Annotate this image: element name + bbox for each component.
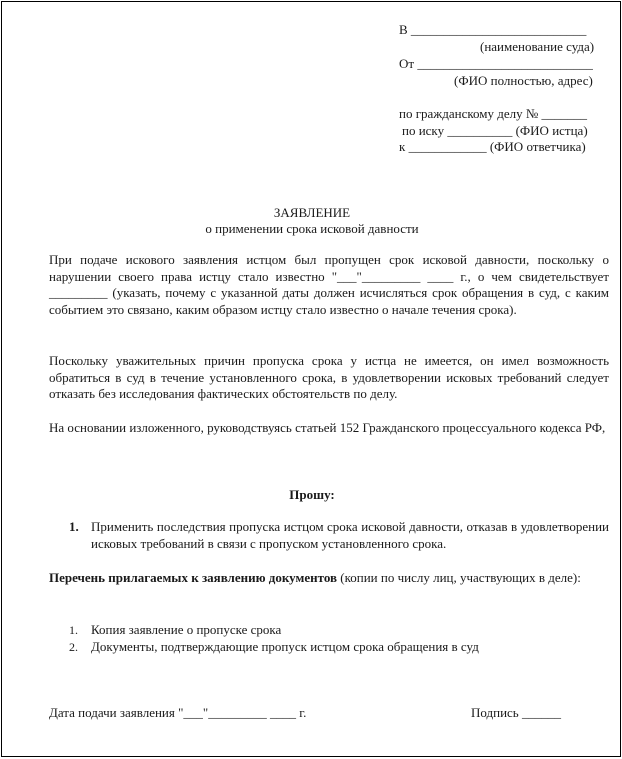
attachment-text-1: Копия заявление о пропуске срока [91, 622, 282, 637]
document-page [1, 1, 621, 757]
signature-line: Подпись ______ [471, 705, 561, 720]
paragraph-3: На основании изложенного, руководствуясь статьей 152 Гражданского процессуального кодекса РФ, [49, 420, 606, 435]
request-heading: Прошу: [289, 487, 335, 502]
plaintiff-line: по иску __________ (ФИО истца) [402, 123, 588, 138]
paragraph-1: При подаче искового заявления истцом был пропущен срок исковой давности, поскольку о нарушении своего права истцу стало известно "___"_________ ____ г., о чем свидетельствует _________ (указать, почему с указанной даты должен исчисляться срок обращения в суд, с каким событием это связано, каким образом истцу стало известно о начале течения срока). [49, 252, 609, 317]
document-subtitle: о применении срока исковой давности [205, 221, 419, 236]
request-item-number: 1. [69, 519, 79, 534]
case-number-line: по гражданскому делу № _______ [399, 106, 588, 121]
paragraph-2: Поскольку уважительных причин пропуска срока у истца не имеется, он имел возможность обратиться в суд в течение установленного срока, в удовлетворении исковых требований следует отказать без исследования фактических обстоятельств по делу. [49, 353, 609, 402]
attachments-heading-bold: Перечень прилагаемых к заявлению документов [49, 570, 338, 585]
from-line: От ___________________________ [399, 56, 593, 71]
attachments-heading [49, 570, 609, 587]
submission-date: Дата подачи заявления "___"_________ ____ г. [49, 705, 307, 720]
attachments-heading-rest: (копии по числу лиц, участвующих в деле): [337, 570, 581, 585]
attachment-number-1: 1. [69, 623, 78, 637]
fio-hint: (ФИО полностью, адрес) [454, 73, 593, 88]
defendant-line: к ____________ (ФИО ответчика) [399, 139, 586, 154]
attachment-number-2: 2. [69, 640, 78, 654]
request-item-text: Применить последствия пропуска истцом срока исковой давности, отказав в удовлетворении исковых требований в связи с пропуском установленного срока. [91, 519, 609, 551]
court-hint: (наименование суда) [480, 39, 595, 54]
document-title: ЗАЯВЛЕНИЕ [273, 205, 351, 220]
attachment-text-2: Документы, подтверждающие пропуск истцом срока обращения в суд [91, 639, 479, 654]
court-to-line: В ___________________________ [399, 22, 587, 37]
